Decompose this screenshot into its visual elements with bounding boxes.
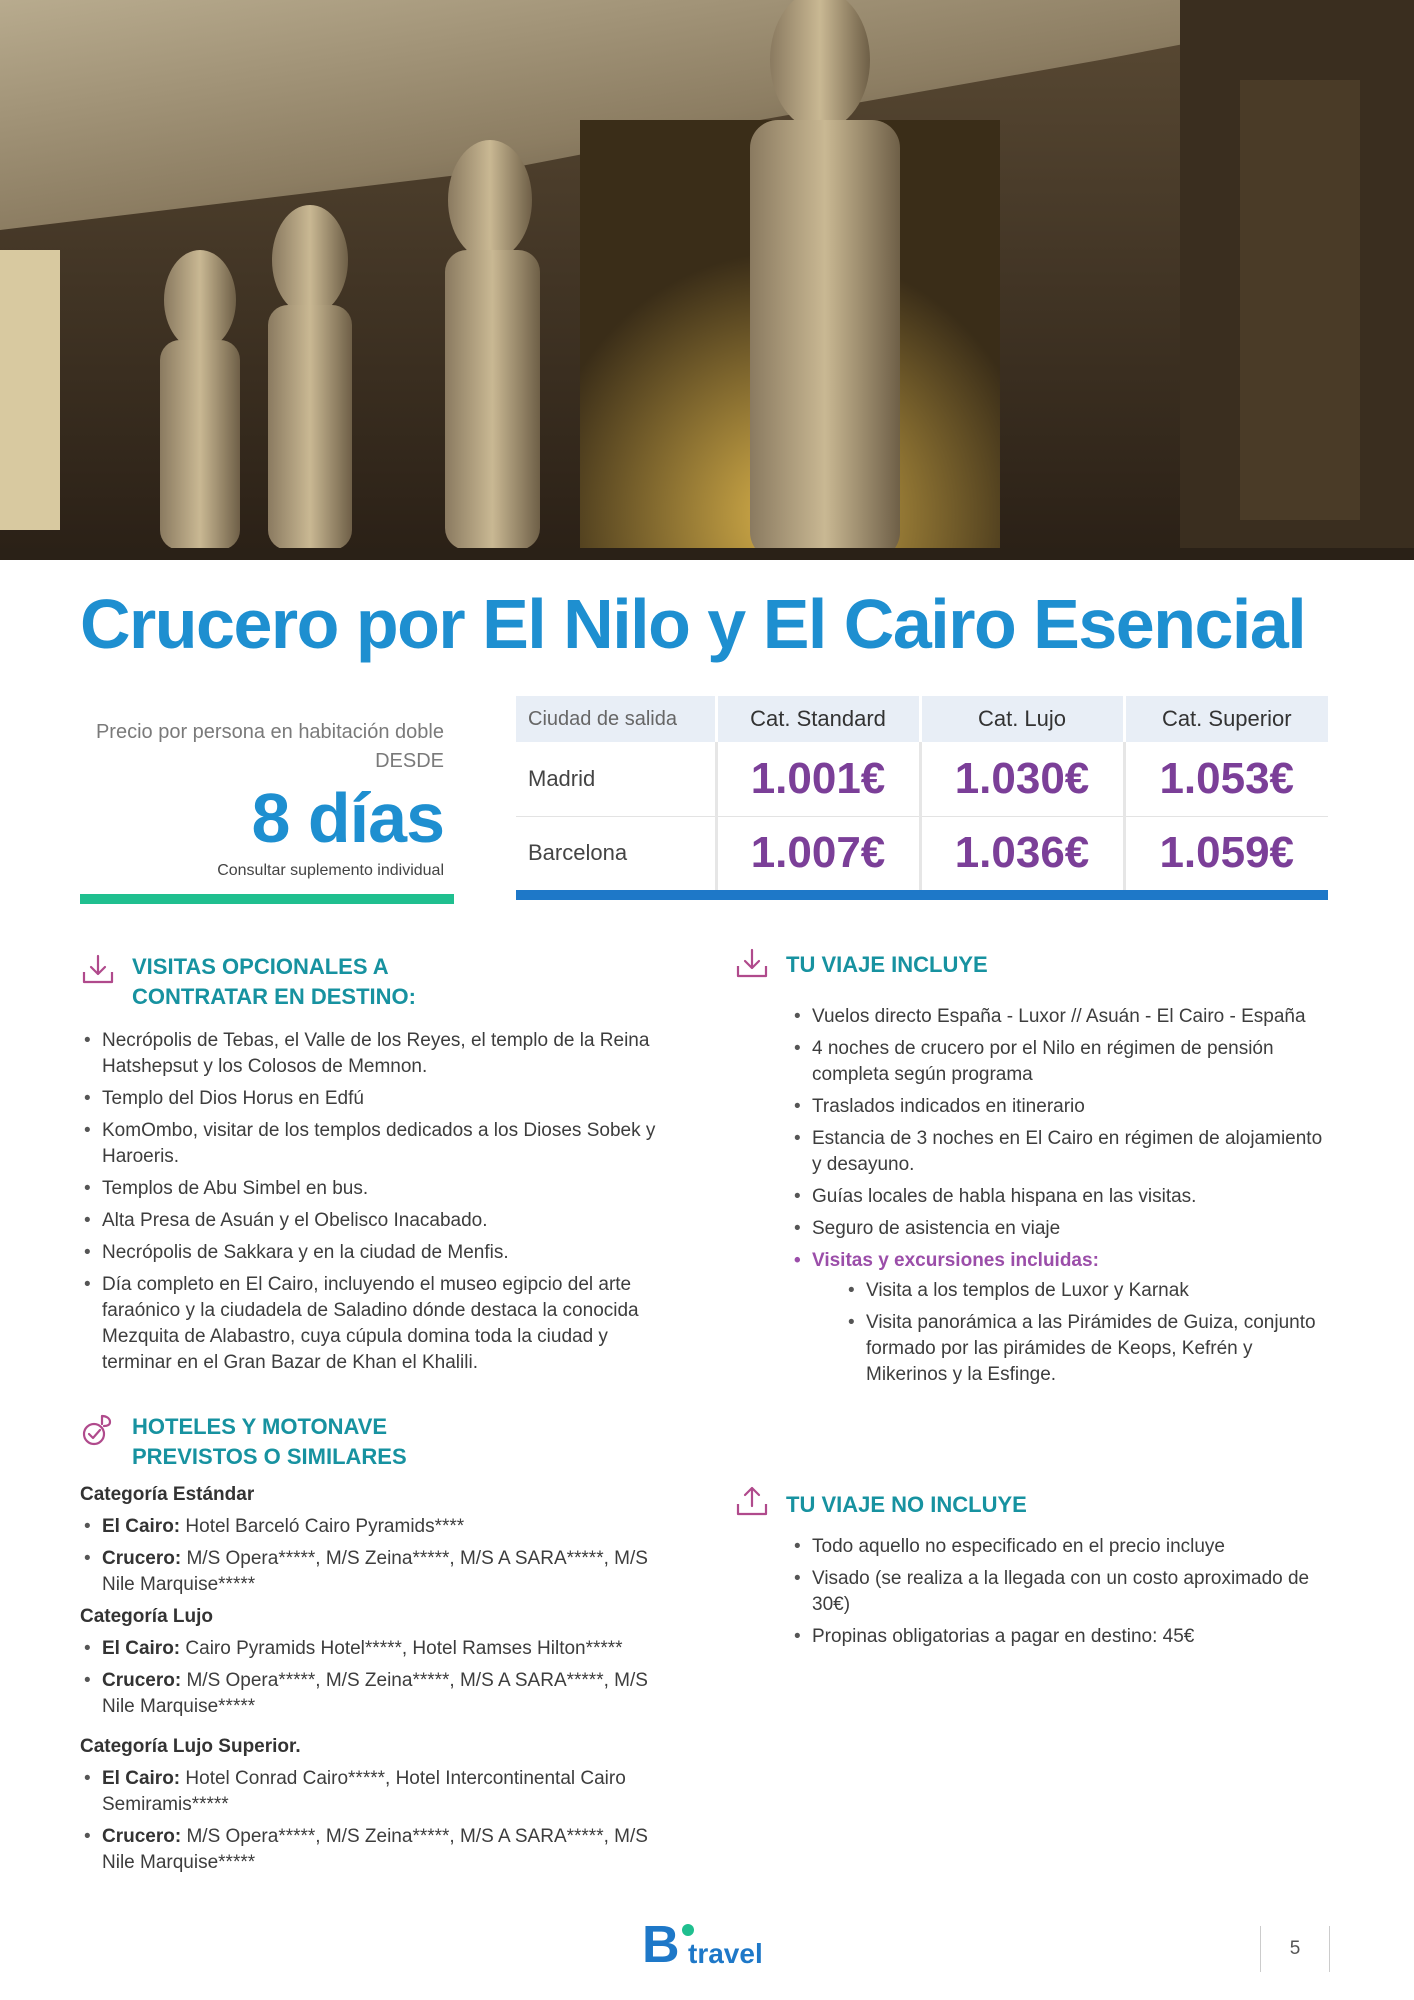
list-item: • Estancia de 3 noches en El Cairo en régimen de alojamiento y desayuno. <box>790 1126 1334 1178</box>
list-item: • Necrópolis de Tebas, el Valle de los Reyes, el templo de la Reina Hatshepsut y los Colosos de Memnon. <box>80 1028 680 1080</box>
list-item: • Día completo en El Cairo, incluyendo el museo egipcio del arte faraónico y la ciudadela de Saladino dónde destaca la conocida Mezquita de Alabastro, cuya cúpula domina toda la ciudad y terminar en el Gran Bazar de Khan el Khalili. <box>80 1272 680 1376</box>
optional-visits-title <box>132 952 416 1012</box>
list-item: • Visita panorámica a las Pirámides de Guiza, conjunto formado por las pirámides de Keops, Kefrén y Mikerinos y la Esfinge. <box>844 1310 1334 1388</box>
includes-section <box>734 946 1334 1394</box>
download-icon <box>734 946 770 982</box>
price-cell: 1.030€ <box>920 742 1124 816</box>
logo-letter: B <box>642 1916 680 1974</box>
header-city: Ciudad de salida <box>516 696 716 742</box>
excursions-list <box>844 1278 1334 1388</box>
page-number: 5 <box>1260 1926 1330 1972</box>
category-heading: Categoría Lujo Superior. <box>80 1736 301 1757</box>
trip-duration: 8 días <box>251 779 444 857</box>
price-summary <box>80 718 454 904</box>
list-item <box>80 1824 680 1876</box>
hotel-list <box>80 1514 680 1598</box>
list-item: • Propinas obligatorias a pagar en destino: 45€ <box>790 1624 1334 1650</box>
header-standard: Cat. Standard <box>716 696 920 742</box>
logo-text: travel <box>688 1938 763 1969</box>
hotel-list <box>80 1636 680 1720</box>
not-includes-section <box>734 1484 1334 1656</box>
not-includes-title: TU VIAJE NO INCLUYE <box>786 1492 1027 1517</box>
item-label: Crucero: <box>102 1548 182 1569</box>
item-label: Crucero: <box>102 1670 182 1691</box>
list-item: • Alta Presa de Asuán y el Obelisco Inacabado. <box>80 1208 680 1234</box>
list-item: • Traslados indicados en itinerario <box>790 1094 1334 1120</box>
list-item: • Vuelos directo España - Luxor // Asuán - El Cairo - España <box>790 1004 1334 1030</box>
hotel-check-icon <box>80 1412 116 1448</box>
list-item: • KomOmbo, visitar de los templos dedicados a los Dioses Sobek y Haroeris. <box>80 1118 680 1170</box>
download-icon <box>80 952 116 988</box>
price-table <box>516 696 1328 900</box>
list-item: • Templo del Dios Horus en Edfú <box>80 1086 680 1112</box>
price-table-header <box>516 696 1328 742</box>
excursions-label: Visitas y excursiones incluidas: <box>812 1250 1099 1271</box>
item-text: Hotel Conrad Cairo*****, Hotel Intercontinental Cairo Semiramis***** <box>102 1768 626 1815</box>
table-row <box>516 816 1328 890</box>
hero-photo <box>0 0 1414 560</box>
list-item <box>80 1546 680 1598</box>
item-text: M/S Opera*****, M/S Zeina*****, M/S A SARA*****, M/S Nile Marquise***** <box>102 1826 648 1873</box>
upload-icon <box>734 1484 770 1520</box>
list-item <box>80 1514 680 1540</box>
price-cell: 1.053€ <box>1124 742 1328 816</box>
list-item: • Necrópolis de Sakkara y en la ciudad de Menfis. <box>80 1240 680 1266</box>
title-line: HOTELES Y MOTONAVE <box>132 1414 388 1439</box>
hotels-title <box>132 1412 407 1472</box>
title-line: VISITAS OPCIONALES A <box>132 954 389 979</box>
optional-visits-section <box>80 952 680 1382</box>
logo-dot <box>682 1924 694 1936</box>
optional-visits-list <box>80 1028 680 1376</box>
city-madrid: Madrid <box>516 742 716 816</box>
list-item <box>80 1636 680 1662</box>
item-text: M/S Opera*****, M/S Zeina*****, M/S A SARA*****, M/S Nile Marquise***** <box>102 1670 648 1717</box>
hotels-section <box>80 1412 680 1882</box>
price-cell: 1.001€ <box>716 742 920 816</box>
item-text: Cairo Pyramids Hotel*****, Hotel Ramses Hilton***** <box>180 1638 623 1659</box>
title-line: PREVISTOS O SIMILARES <box>132 1444 407 1469</box>
item-label: Crucero: <box>102 1826 182 1847</box>
list-item: • Visado (se realiza a la llegada con un costo aproximado de 30€) <box>790 1566 1334 1618</box>
title-line: CONTRATAR EN DESTINO: <box>132 984 416 1009</box>
table-row <box>516 742 1328 816</box>
list-item: • Templos de Abu Simbel en bus. <box>80 1176 680 1202</box>
page-title: Crucero por El Nilo y El Cairo Esencial <box>80 585 1306 663</box>
category-heading: Categoría Estándar <box>80 1484 255 1505</box>
list-item <box>80 1668 680 1720</box>
item-label: El Cairo: <box>102 1516 181 1537</box>
btravel-logo <box>642 1918 772 1972</box>
item-label: El Cairo: <box>102 1768 181 1789</box>
list-item: • 4 noches de crucero por el Nilo en régimen de pensión completa según programa <box>790 1036 1334 1088</box>
price-description: Precio por persona en habitación doble DESDE <box>95 721 444 772</box>
excursions-heading <box>790 1248 1334 1388</box>
list-item: • Visita a los templos de Luxor y Karnak <box>844 1278 1334 1304</box>
blue-accent-bar <box>516 890 1328 900</box>
list-item: • Seguro de asistencia en viaje <box>790 1216 1334 1242</box>
price-cell: 1.007€ <box>716 816 920 890</box>
not-includes-list <box>790 1534 1334 1650</box>
includes-title: TU VIAJE INCLUYE <box>786 952 988 977</box>
list-item <box>80 1766 680 1818</box>
green-accent-bar <box>80 894 454 904</box>
header-lujo: Cat. Lujo <box>920 696 1124 742</box>
hotel-list <box>80 1766 680 1876</box>
includes-list <box>790 1004 1334 1388</box>
item-text: Hotel Barceló Cairo Pyramids**** <box>180 1516 465 1537</box>
list-item: • Guías locales de habla hispana en las visitas. <box>790 1184 1334 1210</box>
city-barcelona: Barcelona <box>528 840 628 866</box>
price-cell: 1.059€ <box>1124 816 1328 890</box>
header-superior: Cat. Superior <box>1124 696 1328 742</box>
category-heading: Categoría Lujo <box>80 1606 214 1627</box>
item-label: El Cairo: <box>102 1638 181 1659</box>
list-item: • Todo aquello no especificado en el precio incluye <box>790 1534 1334 1560</box>
supplement-note: Consultar suplemento individual <box>217 862 444 879</box>
price-cell: 1.036€ <box>920 816 1124 890</box>
item-text: M/S Opera*****, M/S Zeina*****, M/S A SARA*****, M/S Nile Marquise***** <box>102 1548 648 1595</box>
